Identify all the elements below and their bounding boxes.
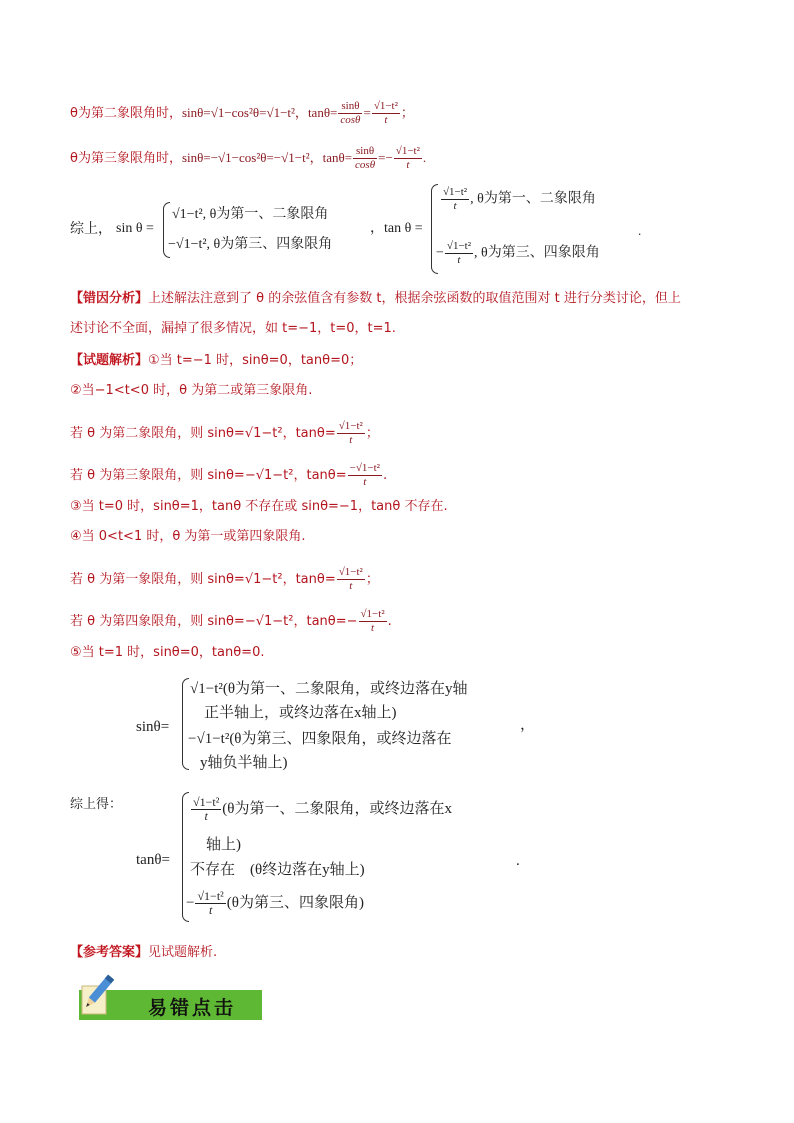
comma: ， xyxy=(370,221,384,236)
summary-end: . xyxy=(638,223,642,238)
sin-label: sin θ = xyxy=(116,221,154,236)
pencil-icon xyxy=(80,972,114,1016)
conclusion-label: 综上得： xyxy=(70,797,123,812)
final-sin-row-2: 正半轴上，或终边落在x轴上) xyxy=(204,705,397,721)
fraction: $\frac{\sin\theta}{\cos\theta}$ xyxy=(340,100,361,126)
solution-case-4a: 若 θ 为第一象限角，则 sinθ=√1−t²，tanθ= $\frac{\text{√1−t²}}{t}$ ； xyxy=(70,566,379,592)
final-tan-end: . xyxy=(516,853,520,869)
summary-prefix: 综上， xyxy=(70,221,112,237)
fraction: $\frac{\text{√1−t²}}{t}$ xyxy=(395,145,420,171)
solution-case-5: ⑤当 t=1 时，sinθ=0，tanθ=0. xyxy=(70,645,265,660)
final-sin-row-3: −√1−t²(θ为第三、四象限角，或终边落在 xyxy=(188,731,452,747)
solution-case-4: ④当 0<t<1 时，θ 为第一或第四象限角. xyxy=(70,529,306,544)
final-tan-row-4: − $\frac{\text{√1−t²}}{t}$ (θ为第三、四象限角) xyxy=(186,889,364,917)
solution-case-1: 【试题解析】①当 t=−1 时，sinθ=0，tanθ=0； xyxy=(70,353,363,368)
final-tan-label: tanθ= xyxy=(136,852,170,868)
final-tan-row-1: $\frac{\text{√1−t²}}{t}$ (θ为第一、二象限角，或终边落在x xyxy=(193,795,452,823)
error-analysis-line-1: 【错因分析】上述解法注意到了 θ 的余弦值含有参数 t，根据余弦函数的取值范围对 t 进行分类讨论，但上 xyxy=(70,291,681,306)
final-tan-row-3: 不存在 (θ终边落在y轴上) xyxy=(190,862,365,878)
piecewise-brace xyxy=(182,678,189,770)
final-sin-end: ， xyxy=(520,717,536,733)
banner-title: 易错点击 xyxy=(148,997,237,1019)
tan-case-2: − $\frac{\text{√1−t²}}{t}$ , θ为第三、四象限角 xyxy=(436,240,600,266)
fraction: $\frac{\sin\theta}{\cos\theta}$ xyxy=(355,145,376,171)
fraction: $\frac{\text{√1−t²}}{t}$ xyxy=(373,100,398,126)
q3-case-line: θ为第三象限角时，sinθ=−√1−cos²θ=−√1−t²，tanθ= $\frac{\sin\theta}{\cos\theta}$ =− $\frac{\text{√1−t²}}{t}$ . xyxy=(70,145,427,171)
q2-case-line: θ为第二象限角时，sinθ=√1−cos²θ=√1−t²，tanθ= $\frac{\sin\theta}{\cos\theta}$ = $\frac{\text{√1−t²}}{t}$ ； xyxy=(70,100,414,126)
final-tan-row-2: 轴上) xyxy=(206,837,241,853)
solution-case-2b: 若 θ 为第三象限角，则 sinθ=−√1−t²，tanθ= $\frac{\text{−√1−t²}}{t}$ . xyxy=(70,462,388,488)
solution-case-3: ③当 t=0 时，sinθ=1，tanθ 不存在或 sinθ=−1，tanθ 不存在. xyxy=(70,499,448,514)
tan-case-1: $\frac{\text{√1−t²}}{t}$ , θ为第一、二象限角 xyxy=(443,186,596,212)
final-sin-row-1: √1−t²(θ为第一、二象限角，或终边落在y轴 xyxy=(190,681,468,697)
solution-case-4b: 若 θ 为第四象限角，则 sinθ=−√1−t²，tanθ=− $\frac{\text{√1−t²}}{t}$ . xyxy=(70,608,392,634)
final-sin-row-4: y轴负半轴上) xyxy=(200,755,288,771)
final-sin-label: sinθ= xyxy=(136,719,170,735)
tan-label: tan θ = xyxy=(384,221,423,236)
solution-case-2a: 若 θ 为第二象限角，则 sinθ=√1−t²，tanθ= $\frac{\text{√1−t²}}{t}$ ； xyxy=(70,420,379,446)
solution-case-2: ②当−1<t<0 时，θ 为第二或第三象限角. xyxy=(70,383,313,398)
error-analysis-line-2: 述讨论不全面，漏掉了很多情况，如 t=−1，t=0，t=1. xyxy=(70,321,396,336)
sin-case-2: −√1−t², θ为第三、四象限角 xyxy=(168,237,333,252)
sin-case-1: √1−t², θ为第一、二象限角 xyxy=(172,207,329,222)
reference-answer: 【参考答案】见试题解析. xyxy=(70,945,218,960)
